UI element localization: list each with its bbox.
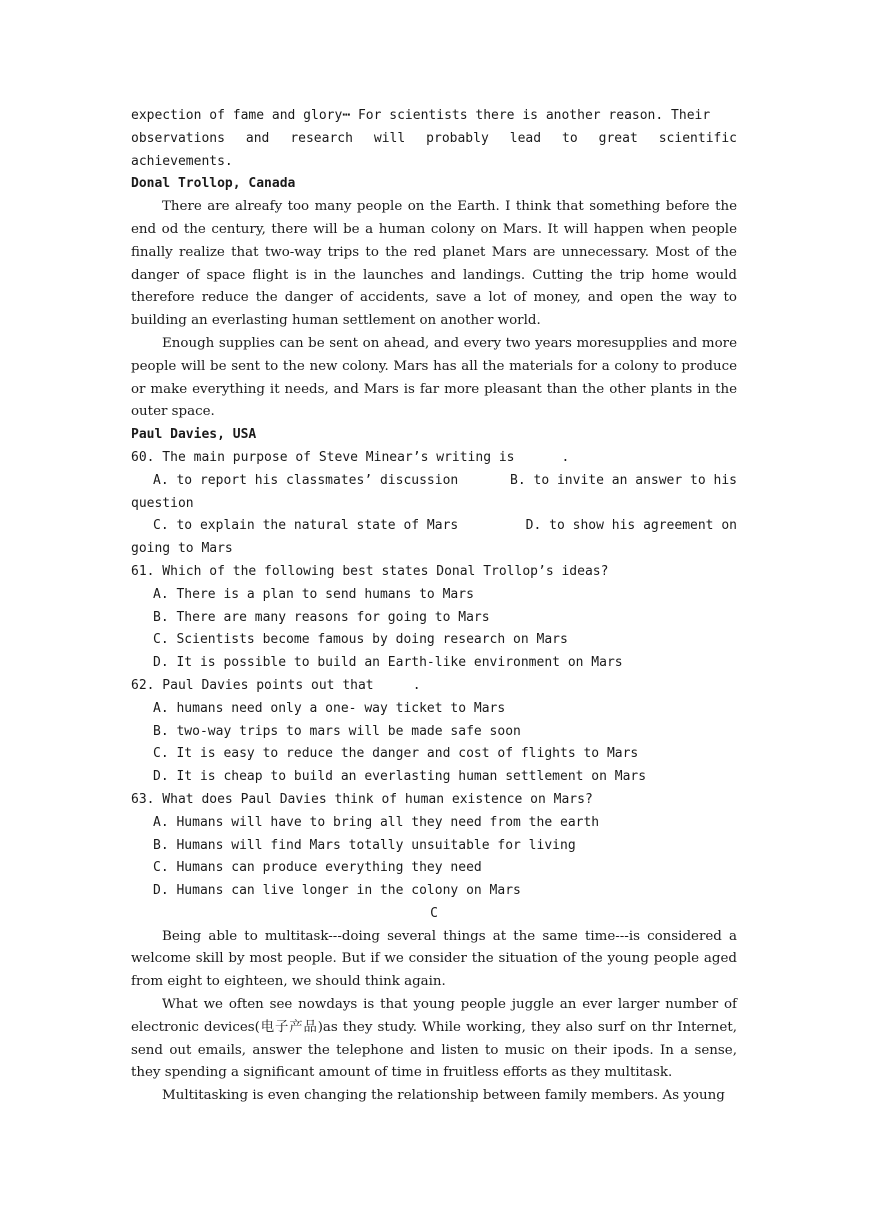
question-63 bbox=[131, 789, 737, 903]
option-c: C. Scientists become famous by doing research on Mars bbox=[153, 632, 568, 648]
option-c: C. It is easy to reduce the danger and cost of flights to Mars bbox=[153, 746, 639, 762]
section-heading-c: C bbox=[430, 905, 438, 921]
passage-b-line-1: expection of fame and glory┅ For scientists there is another reason. Their bbox=[131, 108, 711, 123]
option-b: B. There are many reasons for going to Mars bbox=[153, 609, 490, 625]
question-61 bbox=[131, 561, 737, 675]
option-b: B. two-way trips to mars will be made safe soon bbox=[153, 723, 521, 739]
option-row bbox=[131, 515, 737, 538]
option-b: B. Humans will find Mars totally unsuitable for living bbox=[153, 837, 576, 853]
option-b: B. to invite an answer to his bbox=[510, 472, 737, 488]
question-62 bbox=[131, 675, 737, 789]
option-a: A. to report his classmates’ discussion bbox=[153, 472, 459, 488]
passage-b-line-2: observations and research will probably lead to great scientific achievements. bbox=[131, 130, 737, 169]
passage-b-paragraph-2: Enough supplies can be sent on ahead, and every two years moresupplies and more people will be sent to the new colony. Mars has all the materials for a colony to produce or make everything it needs, and Mars is far more pleasant than the other plants in the outer space. bbox=[131, 335, 737, 420]
question-stem: 61. Which of the following best states Donal Trollop’s ideas? bbox=[131, 563, 609, 579]
question-60 bbox=[131, 447, 737, 561]
author-donal-trollop: Donal Trollop, Canada bbox=[131, 176, 296, 192]
passage-c-paragraph-1: Being able to multitask---doing several things at the same time---is considered a welcome skill by most people. But if we consider the situation of the young people aged from eight to eighteen, we should think again. bbox=[131, 928, 737, 990]
option-c: C. Humans can produce everything they need bbox=[153, 860, 482, 876]
question-stem: 60. The main purpose of Steve Minear’s writing is . bbox=[131, 449, 570, 465]
option-b-continuation: question bbox=[131, 495, 194, 511]
passage-b-paragraph-1: There are alreafy too many people on the Earth. I think that something before the end od the century, there will be a human colony on Mars. It will happen when people finally realize that two-way trips to the red planet Mars are unnecessary. Most of the danger of space flight is in the launches and landings. Cutting the trip home would therefore reduce the danger of accidents, save a lot of money, and open the way to building an everlasting human settlement on another world. bbox=[131, 199, 737, 329]
option-a: A. humans need only a one- way ticket to Mars bbox=[153, 700, 506, 716]
author-paul-davies: Paul Davies, USA bbox=[131, 427, 257, 443]
option-d: D. It is possible to build an Earth-like environment on Mars bbox=[153, 655, 623, 671]
document-page bbox=[131, 105, 737, 1108]
option-d: D. It is cheap to build an everlasting human settlement on Mars bbox=[153, 769, 647, 785]
question-stem: 63. What does Paul Davies think of human existence on Mars? bbox=[131, 791, 593, 807]
option-d: D. Humans can live longer in the colony on Mars bbox=[153, 883, 521, 899]
option-d: D. to show his agreement on bbox=[525, 518, 737, 534]
option-a: A. Humans will have to bring all they need from the earth bbox=[153, 814, 600, 830]
question-stem: 62. Paul Davies points out that . bbox=[131, 677, 421, 693]
option-a: A. There is a plan to send humans to Mars bbox=[153, 586, 474, 602]
option-row bbox=[131, 470, 737, 493]
passage-c-paragraph-2: What we often see nowdays is that young people juggle an ever larger number of electronic devices(电子产品)as they study. While working, they also surf on thr Internet, send out emails, answer the telephone and listen to music on their ipods. In a sense, they spending a significant amount of time in fruitless efforts as they multitask. bbox=[131, 997, 737, 1081]
option-d-continuation: going to Mars bbox=[131, 541, 233, 557]
passage-c-paragraph-3: Multitasking is even changing the relationship between family members. As young bbox=[162, 1088, 725, 1104]
option-c: C. to explain the natural state of Mars bbox=[153, 518, 459, 534]
